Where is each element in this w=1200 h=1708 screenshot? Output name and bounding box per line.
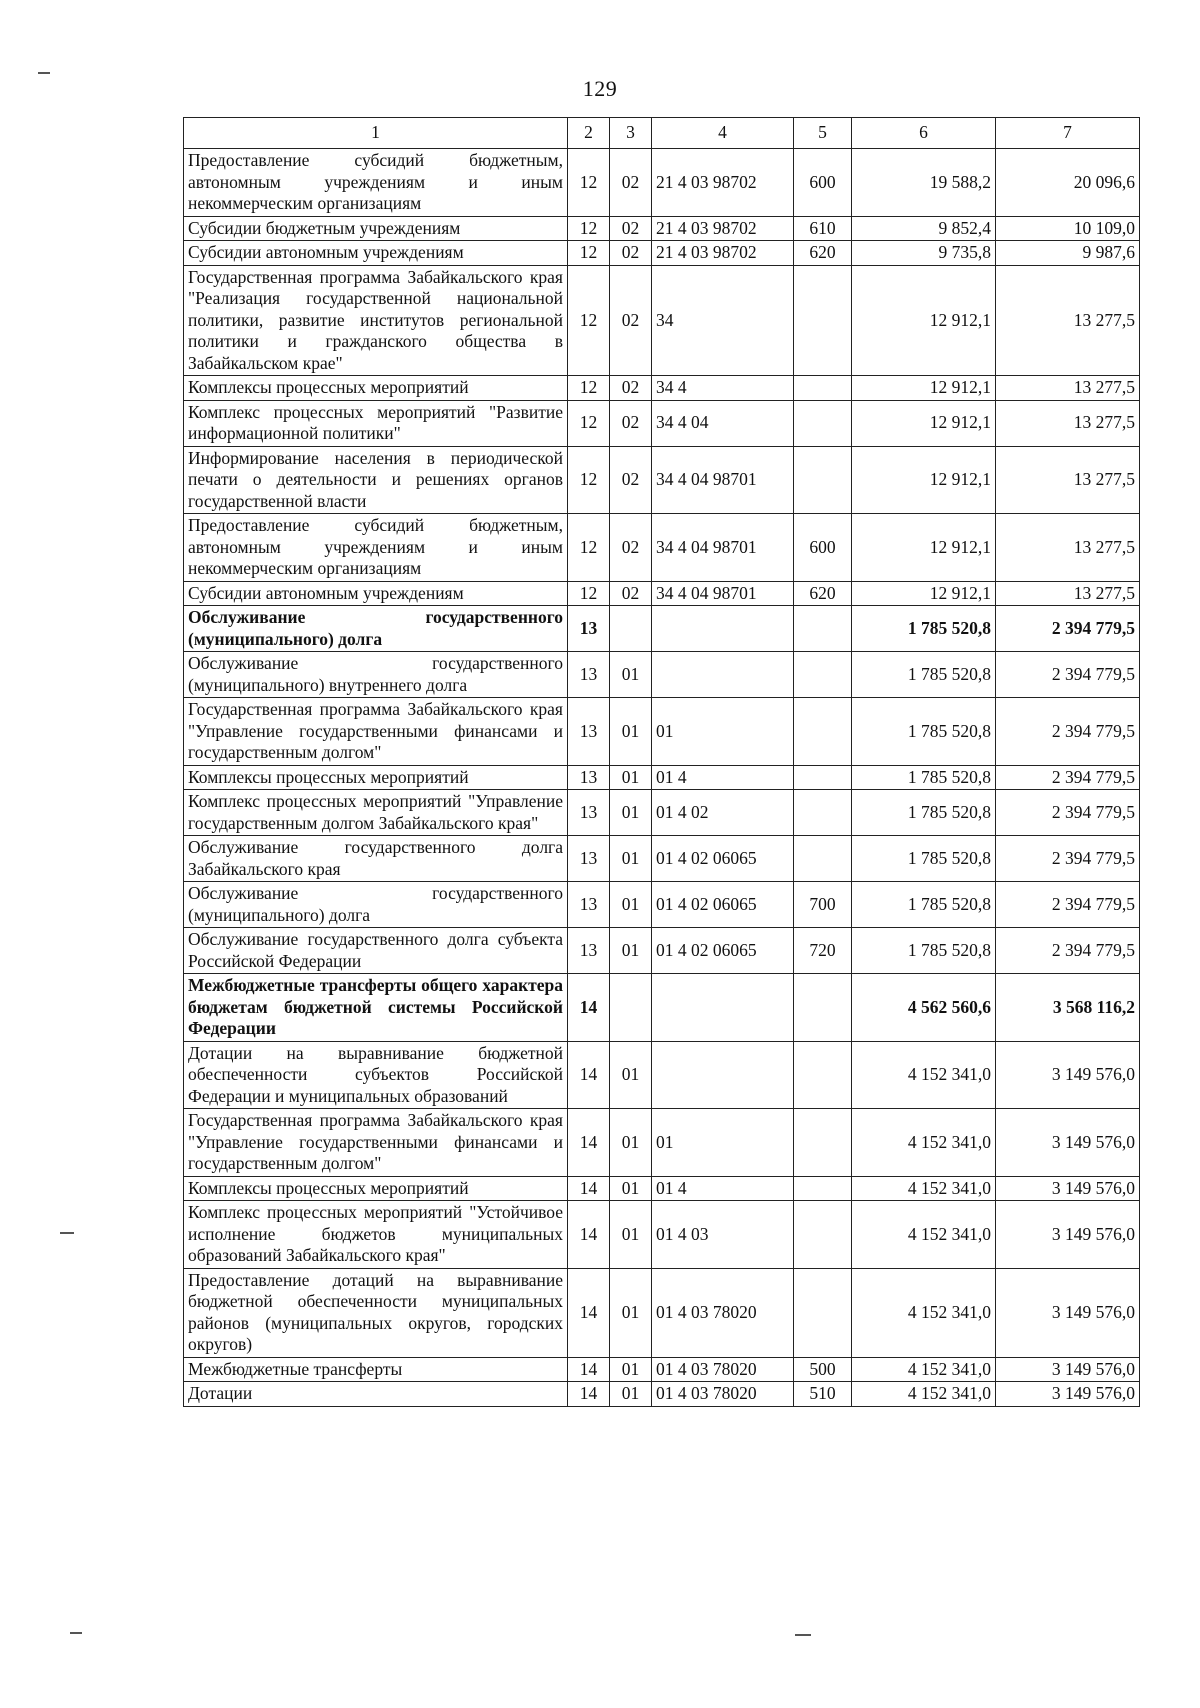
table-row — [184, 514, 1140, 582]
expense-type-cell — [794, 1041, 852, 1109]
header-cell: 1 — [184, 118, 568, 149]
amount-year-1-cell: 4 562 560,6 — [852, 974, 996, 1042]
table-row — [184, 1382, 1140, 1407]
scan-speck — [60, 1232, 74, 1234]
target-article-cell: 01 — [652, 1109, 794, 1177]
item-name-cell: Обслуживание государственного долга Забайкальского края — [184, 836, 568, 882]
subsection-code-cell: 02 — [610, 216, 652, 241]
table-row — [184, 974, 1140, 1042]
table-row — [184, 446, 1140, 514]
header-cell: 6 — [852, 118, 996, 149]
amount-year-2-cell: 3 149 576,0 — [996, 1176, 1140, 1201]
item-name-cell: Субсидии автономным учреждениям — [184, 581, 568, 606]
table-row — [184, 790, 1140, 836]
expense-type-cell — [794, 1201, 852, 1269]
target-article-cell: 34 — [652, 265, 794, 376]
header-cell: 5 — [794, 118, 852, 149]
amount-year-2-cell: 3 568 116,2 — [996, 974, 1140, 1042]
amount-year-1-cell: 12 912,1 — [852, 400, 996, 446]
amount-year-2-cell: 2 394 779,5 — [996, 928, 1140, 974]
target-article-cell: 01 4 — [652, 1176, 794, 1201]
expense-type-cell — [794, 400, 852, 446]
amount-year-1-cell: 4 152 341,0 — [852, 1268, 996, 1357]
amount-year-1-cell: 9 852,4 — [852, 216, 996, 241]
item-name-cell: Комплексы процессных мероприятий — [184, 376, 568, 401]
table-row — [184, 1268, 1140, 1357]
table-row — [184, 400, 1140, 446]
amount-year-1-cell: 1 785 520,8 — [852, 882, 996, 928]
section-code-cell: 14 — [568, 1357, 610, 1382]
target-article-cell: 01 4 02 06065 — [652, 836, 794, 882]
table-row — [184, 698, 1140, 766]
amount-year-1-cell: 4 152 341,0 — [852, 1176, 996, 1201]
section-code-cell: 13 — [568, 790, 610, 836]
subsection-code-cell — [610, 606, 652, 652]
expense-type-cell: 620 — [794, 581, 852, 606]
amount-year-2-cell: 2 394 779,5 — [996, 606, 1140, 652]
item-name-cell: Обслуживание государственного (муниципального) долга — [184, 606, 568, 652]
section-code-cell: 14 — [568, 1176, 610, 1201]
expense-type-cell — [794, 652, 852, 698]
amount-year-1-cell: 1 785 520,8 — [852, 765, 996, 790]
header-cell: 3 — [610, 118, 652, 149]
item-name-cell: Предоставление субсидий бюджетным, автономным учреждениям и иным некоммерческим организациям — [184, 149, 568, 217]
amount-year-1-cell: 1 785 520,8 — [852, 836, 996, 882]
table-row — [184, 928, 1140, 974]
target-article-cell: 21 4 03 98702 — [652, 216, 794, 241]
amount-year-1-cell: 1 785 520,8 — [852, 652, 996, 698]
table-row — [184, 241, 1140, 266]
target-article-cell: 01 — [652, 698, 794, 766]
amount-year-1-cell: 12 912,1 — [852, 581, 996, 606]
section-code-cell: 13 — [568, 698, 610, 766]
section-code-cell: 13 — [568, 765, 610, 790]
page-number: 129 — [582, 76, 618, 101]
section-code-cell: 14 — [568, 1041, 610, 1109]
section-code-cell: 12 — [568, 376, 610, 401]
subsection-code-cell: 02 — [610, 514, 652, 582]
item-name-cell: Комплексы процессных мероприятий — [184, 1176, 568, 1201]
amount-year-1-cell: 12 912,1 — [852, 514, 996, 582]
expense-type-cell: 610 — [794, 216, 852, 241]
amount-year-2-cell: 13 277,5 — [996, 581, 1140, 606]
table-row — [184, 149, 1140, 217]
subsection-code-cell: 02 — [610, 446, 652, 514]
subsection-code-cell: 01 — [610, 1041, 652, 1109]
expense-type-cell — [794, 974, 852, 1042]
subsection-code-cell — [610, 974, 652, 1042]
expense-type-cell: 600 — [794, 514, 852, 582]
amount-year-2-cell: 13 277,5 — [996, 514, 1140, 582]
amount-year-2-cell: 2 394 779,5 — [996, 790, 1140, 836]
subsection-code-cell: 01 — [610, 765, 652, 790]
amount-year-1-cell: 12 912,1 — [852, 265, 996, 376]
expense-type-cell — [794, 1109, 852, 1177]
item-name-cell: Обслуживание государственного долга субъекта Российской Федерации — [184, 928, 568, 974]
amount-year-1-cell: 12 912,1 — [852, 376, 996, 401]
item-name-cell: Дотации на выравнивание бюджетной обеспеченности субъектов Российской Федерации и муниципальных образований — [184, 1041, 568, 1109]
amount-year-2-cell: 13 277,5 — [996, 446, 1140, 514]
amount-year-1-cell: 4 152 341,0 — [852, 1382, 996, 1407]
expense-type-cell: 720 — [794, 928, 852, 974]
amount-year-2-cell: 2 394 779,5 — [996, 652, 1140, 698]
section-code-cell: 13 — [568, 928, 610, 974]
budget-table — [183, 117, 1140, 1407]
section-code-cell: 14 — [568, 1109, 610, 1177]
amount-year-2-cell: 20 096,6 — [996, 149, 1140, 217]
table-row — [184, 1201, 1140, 1269]
section-code-cell: 13 — [568, 882, 610, 928]
expense-type-cell — [794, 376, 852, 401]
header-cell: 7 — [996, 118, 1140, 149]
subsection-code-cell: 02 — [610, 400, 652, 446]
amount-year-1-cell: 19 588,2 — [852, 149, 996, 217]
subsection-code-cell: 01 — [610, 882, 652, 928]
item-name-cell: Информирование населения в периодической печати о деятельности и решениях органов государственной власти — [184, 446, 568, 514]
target-article-cell: 01 4 02 06065 — [652, 882, 794, 928]
item-name-cell: Субсидии бюджетным учреждениям — [184, 216, 568, 241]
item-name-cell: Предоставление субсидий бюджетным, автономным учреждениям и иным некоммерческим организациям — [184, 514, 568, 582]
table-row — [184, 581, 1140, 606]
section-code-cell: 14 — [568, 974, 610, 1042]
subsection-code-cell: 02 — [610, 376, 652, 401]
amount-year-2-cell: 13 277,5 — [996, 376, 1140, 401]
expense-type-cell — [794, 698, 852, 766]
target-article-cell: 01 4 03 — [652, 1201, 794, 1269]
amount-year-1-cell: 4 152 341,0 — [852, 1041, 996, 1109]
header-row — [184, 118, 1140, 149]
amount-year-2-cell: 2 394 779,5 — [996, 698, 1140, 766]
expense-type-cell — [794, 265, 852, 376]
item-name-cell: Государственная программа Забайкальского края "Управление государственными финансами и государственным долгом" — [184, 698, 568, 766]
expense-type-cell — [794, 836, 852, 882]
section-code-cell: 12 — [568, 265, 610, 376]
amount-year-2-cell: 3 149 576,0 — [996, 1268, 1140, 1357]
amount-year-1-cell: 1 785 520,8 — [852, 698, 996, 766]
subsection-code-cell: 02 — [610, 149, 652, 217]
target-article-cell: 01 4 03 78020 — [652, 1268, 794, 1357]
expense-type-cell: 510 — [794, 1382, 852, 1407]
section-code-cell: 12 — [568, 400, 610, 446]
table-row — [184, 606, 1140, 652]
item-name-cell: Межбюджетные трансферты общего характера бюджетам бюджетной системы Российской Федерации — [184, 974, 568, 1042]
target-article-cell: 34 4 04 98701 — [652, 514, 794, 582]
header-cell: 4 — [652, 118, 794, 149]
section-code-cell: 14 — [568, 1382, 610, 1407]
expense-type-cell — [794, 606, 852, 652]
subsection-code-cell: 02 — [610, 265, 652, 376]
amount-year-2-cell: 3 149 576,0 — [996, 1041, 1140, 1109]
amount-year-1-cell: 1 785 520,8 — [852, 606, 996, 652]
target-article-cell — [652, 974, 794, 1042]
scan-speck — [38, 72, 50, 74]
header-cell: 2 — [568, 118, 610, 149]
amount-year-2-cell: 13 277,5 — [996, 400, 1140, 446]
section-code-cell: 13 — [568, 606, 610, 652]
amount-year-2-cell: 9 987,6 — [996, 241, 1140, 266]
item-name-cell: Комплексы процессных мероприятий — [184, 765, 568, 790]
target-article-cell: 34 4 04 98701 — [652, 446, 794, 514]
table-row — [184, 882, 1140, 928]
table-row — [184, 1357, 1140, 1382]
target-article-cell: 01 4 — [652, 765, 794, 790]
section-code-cell: 12 — [568, 446, 610, 514]
section-code-cell: 13 — [568, 652, 610, 698]
table-row — [184, 765, 1140, 790]
expense-type-cell: 620 — [794, 241, 852, 266]
amount-year-2-cell: 3 149 576,0 — [996, 1357, 1140, 1382]
item-name-cell: Государственная программа Забайкальского края "Управление государственными финансами и государственным долгом" — [184, 1109, 568, 1177]
amount-year-2-cell: 13 277,5 — [996, 265, 1140, 376]
subsection-code-cell: 01 — [610, 652, 652, 698]
subsection-code-cell: 01 — [610, 1382, 652, 1407]
scan-speck — [795, 1634, 811, 1636]
amount-year-2-cell: 10 109,0 — [996, 216, 1140, 241]
target-article-cell: 21 4 03 98702 — [652, 149, 794, 217]
section-code-cell: 12 — [568, 241, 610, 266]
target-article-cell — [652, 1041, 794, 1109]
table-row — [184, 216, 1140, 241]
scan-speck — [70, 1632, 82, 1634]
expense-type-cell — [794, 765, 852, 790]
target-article-cell: 34 4 04 98701 — [652, 581, 794, 606]
amount-year-1-cell: 9 735,8 — [852, 241, 996, 266]
expense-type-cell — [794, 1176, 852, 1201]
subsection-code-cell: 01 — [610, 790, 652, 836]
expense-type-cell — [794, 1268, 852, 1357]
subsection-code-cell: 02 — [610, 581, 652, 606]
subsection-code-cell: 01 — [610, 1109, 652, 1177]
item-name-cell: Комплекс процессных мероприятий "Устойчивое исполнение бюджетов муниципальных образований Забайкальского края" — [184, 1201, 568, 1269]
item-name-cell: Дотации — [184, 1382, 568, 1407]
subsection-code-cell: 02 — [610, 241, 652, 266]
table-row — [184, 1176, 1140, 1201]
amount-year-2-cell: 2 394 779,5 — [996, 765, 1140, 790]
section-code-cell: 13 — [568, 836, 610, 882]
item-name-cell: Государственная программа Забайкальского края "Реализация государственной национальной политики, развитие институтов региональной политики и гражданского общества в Забайкальском крае" — [184, 265, 568, 376]
expense-type-cell: 500 — [794, 1357, 852, 1382]
expense-type-cell — [794, 790, 852, 836]
amount-year-1-cell: 12 912,1 — [852, 446, 996, 514]
amount-year-1-cell: 4 152 341,0 — [852, 1109, 996, 1177]
table-row — [184, 652, 1140, 698]
item-name-cell: Обслуживание государственного (муниципального) внутреннего долга — [184, 652, 568, 698]
subsection-code-cell: 01 — [610, 836, 652, 882]
amount-year-1-cell: 1 785 520,8 — [852, 928, 996, 974]
target-article-cell — [652, 606, 794, 652]
section-code-cell: 14 — [568, 1268, 610, 1357]
section-code-cell: 12 — [568, 149, 610, 217]
table-row — [184, 836, 1140, 882]
table-row — [184, 265, 1140, 376]
target-article-cell: 01 4 03 78020 — [652, 1357, 794, 1382]
amount-year-1-cell: 1 785 520,8 — [852, 790, 996, 836]
section-code-cell: 12 — [568, 514, 610, 582]
item-name-cell: Комплекс процессных мероприятий "Управление государственным долгом Забайкальского края" — [184, 790, 568, 836]
subsection-code-cell: 01 — [610, 1176, 652, 1201]
expense-type-cell — [794, 446, 852, 514]
expense-type-cell: 600 — [794, 149, 852, 217]
target-article-cell: 01 4 02 — [652, 790, 794, 836]
target-article-cell — [652, 652, 794, 698]
amount-year-1-cell: 4 152 341,0 — [852, 1357, 996, 1382]
subsection-code-cell: 01 — [610, 1357, 652, 1382]
amount-year-2-cell: 2 394 779,5 — [996, 882, 1140, 928]
target-article-cell: 34 4 04 — [652, 400, 794, 446]
table-row — [184, 1041, 1140, 1109]
item-name-cell: Межбюджетные трансферты — [184, 1357, 568, 1382]
amount-year-2-cell: 3 149 576,0 — [996, 1109, 1140, 1177]
section-code-cell: 12 — [568, 216, 610, 241]
section-code-cell: 14 — [568, 1201, 610, 1269]
section-code-cell: 12 — [568, 581, 610, 606]
subsection-code-cell: 01 — [610, 928, 652, 974]
table-row — [184, 376, 1140, 401]
subsection-code-cell: 01 — [610, 1201, 652, 1269]
item-name-cell: Предоставление дотаций на выравнивание бюджетной обеспеченности муниципальных районов (муниципальных округов, городских округов) — [184, 1268, 568, 1357]
item-name-cell: Субсидии автономным учреждениям — [184, 241, 568, 266]
expense-type-cell: 700 — [794, 882, 852, 928]
target-article-cell: 01 4 03 78020 — [652, 1382, 794, 1407]
amount-year-2-cell: 3 149 576,0 — [996, 1201, 1140, 1269]
amount-year-1-cell: 4 152 341,0 — [852, 1201, 996, 1269]
target-article-cell: 21 4 03 98702 — [652, 241, 794, 266]
amount-year-2-cell: 2 394 779,5 — [996, 836, 1140, 882]
table-row — [184, 1109, 1140, 1177]
subsection-code-cell: 01 — [610, 698, 652, 766]
target-article-cell: 34 4 — [652, 376, 794, 401]
item-name-cell: Комплекс процессных мероприятий "Развитие информационной политики" — [184, 400, 568, 446]
target-article-cell: 01 4 02 06065 — [652, 928, 794, 974]
amount-year-2-cell: 3 149 576,0 — [996, 1382, 1140, 1407]
item-name-cell: Обслуживание государственного (муниципального) долга — [184, 882, 568, 928]
subsection-code-cell: 01 — [610, 1268, 652, 1357]
